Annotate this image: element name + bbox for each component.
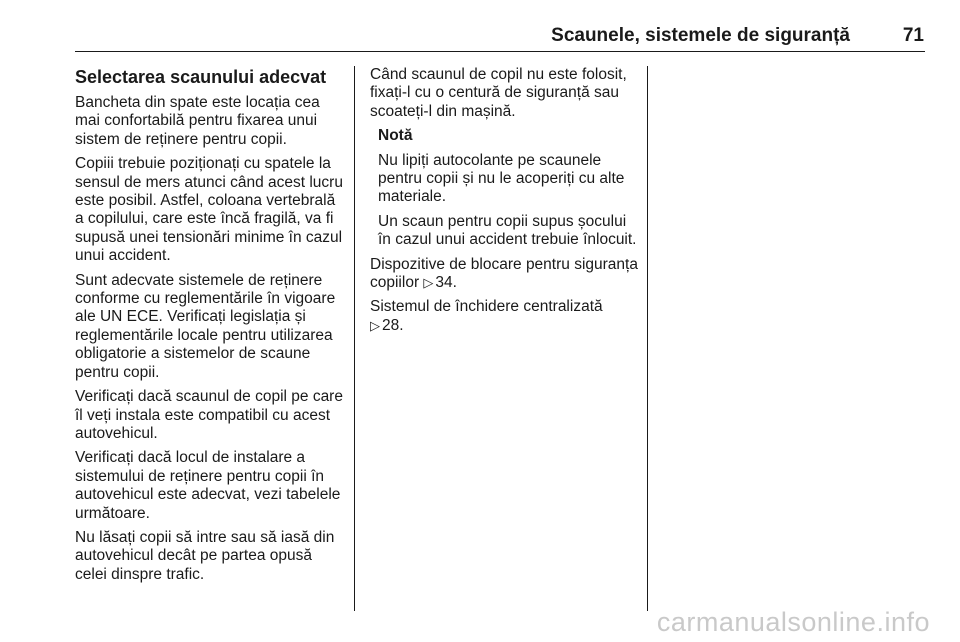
column-divider-1 <box>354 66 355 611</box>
paragraph: Copiii trebuie poziționați cu spatele la sensul de mers atunci când acest lucru este posibil. Astfel, coloana vertebrală a copilului, care este încă fragilă, va fi supusă unei tensionări minime în cazul unui accident. <box>75 155 343 265</box>
cross-reference-text: Sistemul de închidere centralizată <box>370 298 603 316</box>
header-rule <box>75 51 925 52</box>
cross-reference-page[interactable]: 28. <box>382 316 404 334</box>
cross-reference-text: Dispozitive de blocare pentru siguranța copiilor <box>370 255 638 292</box>
cross-reference[interactable] <box>370 256 638 293</box>
intro-paragraph: Când scaunul de copil nu este folosit, fixați-l cu o centură de siguranță sau scoateți-l din mașină. <box>370 66 627 120</box>
column-2 <box>370 66 638 341</box>
page-number: 71 <box>902 25 924 46</box>
arrow-right-icon: ▷ <box>423 275 434 291</box>
paragraph: Nu lăsați copii să intre sau să iasă din autovehicul decât pe partea opusă celei dinspre trafic. <box>75 528 335 583</box>
paragraph: Sunt adecvate sistemele de reținere conforme cu reglementările în vigoare ale UN ECE. Verificați legislația și reglementările locale pentru utilizarea obligatorie a sistemelor de scaune pentru copii. <box>75 271 336 381</box>
note-paragraph: Nu lipiți autocolante pe scaunele pentru copii și nu le acoperiți cu alte materiale. <box>378 151 625 206</box>
paragraph: Bancheta din spate este locația cea mai confortabilă pentru fixarea unui sistem de reținere pentru copii. <box>75 94 320 148</box>
column-divider-2 <box>647 66 648 611</box>
arrow-right-icon: ▷ <box>370 317 380 333</box>
note-heading: Notă <box>378 127 413 145</box>
note-paragraph: Un scaun pentru copii supus șocului în cazul unui accident trebuie înlocuit. <box>378 212 637 249</box>
cross-reference-page[interactable]: 34. <box>435 274 457 292</box>
paragraph: Verificați dacă scaunul de copil pe care îl veți instala este compatibil cu acest autovehicul. <box>75 388 343 442</box>
paragraph: Verificați dacă locul de instalare a sistemului de reținere pentru copii în autovehicul este adecvat, vezi tabelele următoare. <box>75 449 341 522</box>
section-heading: Selectarea scaunului adecvat <box>75 67 327 87</box>
column-1 <box>75 66 347 590</box>
cross-reference[interactable] <box>370 298 638 335</box>
watermark: carmanualsonline.info <box>656 607 930 637</box>
note-block <box>370 127 638 249</box>
header-title: Scaunele, sistemele de siguranță <box>551 25 850 46</box>
